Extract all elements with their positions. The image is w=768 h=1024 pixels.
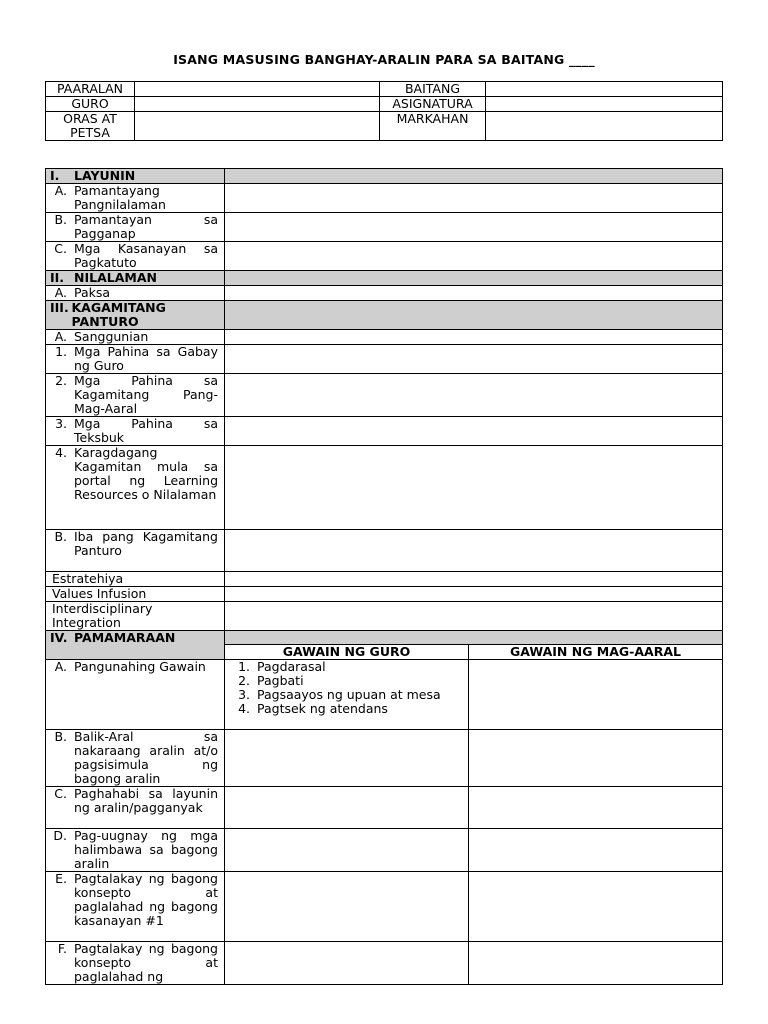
- page-title: ISANG MASUSING BANGHAY-ARALIN PARA SA BAITANG ____: [173, 52, 595, 67]
- item-marker: 4.: [238, 701, 250, 716]
- list-item: [231, 688, 462, 702]
- item-marker: 2.: [55, 373, 67, 388]
- mag-aaral-b-field[interactable]: [469, 730, 723, 787]
- kagamitan-item-4: [46, 446, 225, 530]
- item-label: Pangunahing Gawain: [74, 659, 206, 674]
- item-marker: A.: [54, 183, 67, 198]
- item-marker: B.: [54, 729, 67, 744]
- item-marker: D.: [53, 828, 67, 843]
- section-layunin: [46, 169, 225, 184]
- item-marker: B.: [54, 529, 67, 544]
- pamamaraan-item-e: [46, 872, 225, 942]
- item-label: Mga Kasanayan sa Pagkatuto: [74, 241, 218, 270]
- item-label: Pagtalakay ng bagong konsepto at paglalahad ng: [74, 941, 218, 984]
- guro-c-field[interactable]: [225, 787, 469, 829]
- item-label: Balik-Aral sa nakaraang aralin at/o pagsisimula ng bagong aralin: [74, 729, 218, 786]
- item-marker: B.: [54, 212, 67, 227]
- section-number: I.: [50, 168, 60, 183]
- kagamitan-item-b: [46, 530, 225, 572]
- mag-aaral-f-field[interactable]: [469, 942, 723, 985]
- markahan-label: MARKAHAN: [380, 112, 486, 141]
- mag-aaral-e-field[interactable]: [469, 872, 723, 942]
- header-table: [45, 81, 723, 141]
- asignatura-label: ASIGNATURA: [380, 97, 486, 112]
- layunin-a-field[interactable]: [225, 184, 723, 213]
- guro-e-field[interactable]: [225, 872, 469, 942]
- interdisciplinary-label: Interdisciplinary Integration: [46, 602, 225, 631]
- col-header-guro: GAWAIN NG GURO: [225, 645, 469, 660]
- section-pamamaraan: [46, 631, 225, 660]
- layunin-item-c: [46, 242, 225, 271]
- kagamitan-item-3: [46, 417, 225, 446]
- item-label: Mga Pahina sa Gabay ng Guro: [74, 344, 218, 373]
- item-marker: F.: [57, 941, 67, 956]
- sanggunian-field[interactable]: [225, 330, 723, 345]
- karagdagang-kagamitan-field[interactable]: [225, 446, 723, 530]
- pamamaraan-item-f: [46, 942, 225, 985]
- item-label: Karagdagang Kagamitan mula sa portal ng Learning Resources o Nilalaman: [74, 445, 218, 502]
- item-label: Pagtsek ng atendans: [257, 701, 388, 716]
- guro-activities-list: [231, 660, 462, 716]
- item-label: Mga Pahina sa Kagamitang Pang-Mag-Aaral: [74, 373, 218, 416]
- item-marker: 3.: [238, 687, 250, 702]
- item-label: Pag-uugnay ng mga halimbawa sa bagong aralin: [74, 828, 218, 871]
- item-marker: 3.: [55, 416, 67, 431]
- item-marker: 1.: [238, 659, 250, 674]
- list-item: [231, 674, 462, 688]
- teksbuk-field[interactable]: [225, 417, 723, 446]
- item-marker: 1.: [55, 344, 67, 359]
- values-infusion-field[interactable]: [225, 587, 723, 602]
- estratehiya-label: Estratehiya: [46, 572, 225, 587]
- lesson-plan-table: [45, 168, 723, 985]
- item-label: Pamantayang Pangnilalaman: [74, 183, 166, 212]
- item-label: Paksa: [74, 285, 111, 300]
- list-item: [231, 660, 462, 674]
- section-nilalaman: [46, 271, 225, 286]
- values-infusion-label: Values Infusion: [46, 587, 225, 602]
- layunin-b-field[interactable]: [225, 213, 723, 242]
- kagamitan-item-a: [46, 330, 225, 345]
- item-label: Pamantayan sa Pagganap: [74, 212, 218, 241]
- section-label: PAMAMARAAN: [74, 630, 176, 645]
- estratehiya-field[interactable]: [225, 572, 723, 587]
- mag-aaral-d-field[interactable]: [469, 829, 723, 872]
- item-label: Iba pang Kagamitang Panturo: [74, 529, 218, 558]
- baitang-field[interactable]: [486, 82, 723, 97]
- oras-at-petsa-field[interactable]: [135, 112, 380, 141]
- layunin-item-a: [46, 184, 225, 213]
- guro-f-field[interactable]: [225, 942, 469, 985]
- guro-d-field[interactable]: [225, 829, 469, 872]
- interdisciplinary-field[interactable]: [225, 602, 723, 631]
- item-marker: C.: [54, 786, 67, 801]
- iba-pang-kagamitan-field[interactable]: [225, 530, 723, 572]
- item-label: Sanggunian: [74, 329, 149, 344]
- section-label: LAYUNIN: [74, 168, 136, 183]
- section-layunin-fill: [225, 169, 723, 184]
- item-label: Mga Pahina sa Teksbuk: [74, 416, 218, 445]
- layunin-item-b: [46, 213, 225, 242]
- nilalaman-item-a: [46, 286, 225, 301]
- pamamaraan-item-a: [46, 660, 225, 730]
- kagamitan-item-2: [46, 374, 225, 417]
- section-label: KAGAMITANG PANTURO: [71, 300, 166, 329]
- item-marker: A.: [54, 329, 67, 344]
- baitang-label: BAITANG: [380, 82, 486, 97]
- item-marker: C.: [54, 241, 67, 256]
- markahan-field[interactable]: [486, 112, 723, 141]
- layunin-c-field[interactable]: [225, 242, 723, 271]
- paaralan-label: PAARALAN: [46, 82, 135, 97]
- item-marker: 4.: [55, 445, 67, 460]
- asignatura-field[interactable]: [486, 97, 723, 112]
- item-marker: A.: [54, 285, 67, 300]
- item-marker: 2.: [238, 673, 250, 688]
- section-number: IV.: [50, 630, 68, 645]
- col-header-mag-aaral: GAWAIN NG MAG-AARAL: [469, 645, 723, 660]
- section-kagamitang-panturo: [46, 301, 225, 330]
- item-label: Pagtalakay ng bagong konsepto at paglalahad ng bagong kasanayan #1: [74, 871, 218, 928]
- pamamaraan-item-b: [46, 730, 225, 787]
- guro-label: GURO: [46, 97, 135, 112]
- section-kagamitang-fill: [225, 301, 723, 330]
- guro-field[interactable]: [135, 97, 380, 112]
- kagamitan-item-1: [46, 345, 225, 374]
- item-label: Pagsaayos ng upuan at mesa: [257, 687, 441, 702]
- list-item: [231, 702, 462, 716]
- item-label: Paghahabi sa layunin ng aralin/pagganyak: [74, 786, 218, 815]
- guro-activities-cell[interactable]: [225, 660, 469, 730]
- mag-aaral-a-field[interactable]: [469, 660, 723, 730]
- item-marker: E.: [55, 871, 67, 886]
- paksa-field[interactable]: [225, 286, 723, 301]
- section-number: II.: [50, 270, 65, 285]
- pamamaraan-item-c: [46, 787, 225, 829]
- guro-b-field[interactable]: [225, 730, 469, 787]
- gabay-guro-field[interactable]: [225, 345, 723, 374]
- paaralan-field[interactable]: [135, 82, 380, 97]
- oras-at-petsa-label: ORAS AT PETSA: [46, 112, 135, 141]
- pamamaraan-item-d: [46, 829, 225, 872]
- section-number: III.: [50, 300, 69, 315]
- kagamitang-mag-aaral-field[interactable]: [225, 374, 723, 417]
- item-label: Pagbati: [257, 673, 304, 688]
- item-label: Pagdarasal: [257, 659, 326, 674]
- section-pamamaraan-fill: [225, 631, 723, 645]
- section-nilalaman-fill: [225, 271, 723, 286]
- item-marker: A.: [54, 659, 67, 674]
- section-label: NILALAMAN: [74, 270, 157, 285]
- mag-aaral-c-field[interactable]: [469, 787, 723, 829]
